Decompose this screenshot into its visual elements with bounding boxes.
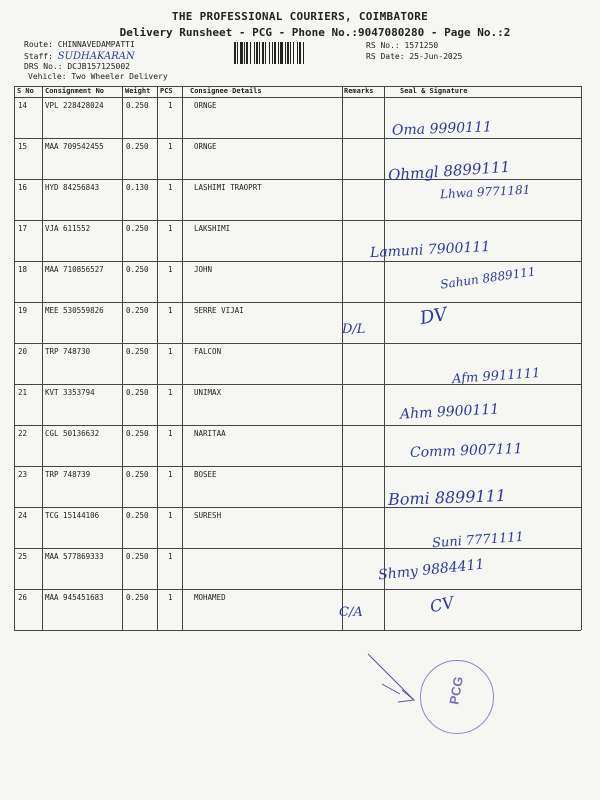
cell-consignment: CGL 50136632 — [45, 429, 100, 438]
cell-consignee: UNIMAX — [194, 388, 222, 397]
cell-pcs: 1 — [168, 183, 173, 192]
col-pcs: PCS — [160, 87, 173, 95]
cell-consignment: VJA 611552 — [45, 224, 91, 233]
cell-consignment: VPL 228428024 — [45, 101, 104, 110]
cell-consignment: MAA 710856527 — [45, 265, 104, 274]
rs-number: RS No.: 1571250 — [366, 41, 439, 50]
signature: Comm 9007111 — [409, 441, 523, 461]
cell-consignment: MAA 709542455 — [45, 142, 104, 151]
cell-consignee: FALCON — [194, 347, 222, 356]
cell-weight: 0.250 — [126, 306, 149, 315]
cell-pcs: 1 — [168, 552, 173, 561]
rs-date: RS Date: 25-Jun-2025 — [366, 52, 463, 61]
barcode-bar — [303, 42, 304, 64]
signature: Suni 7771111 — [431, 529, 525, 552]
signature: Shmy 9884411 — [377, 556, 486, 584]
cell-consignee: SERRE VIJAI — [194, 306, 244, 315]
cell-weight: 0.250 — [126, 388, 149, 397]
cell-consignment: MEE 530559826 — [45, 306, 104, 315]
cell-consignee: LASHIMI TRAOPRT — [194, 183, 262, 192]
cell-pcs: 1 — [168, 265, 173, 274]
cell-weight: 0.250 — [126, 470, 149, 479]
col-consignment: Consignment No — [45, 87, 105, 95]
cell-consignee: MOHAMED — [194, 593, 226, 602]
cell-consignment: HYD 84256843 — [45, 183, 100, 192]
cell-sno: 19 — [18, 306, 28, 315]
table-row — [14, 261, 581, 302]
table-row — [14, 179, 581, 220]
cell-pcs: 1 — [168, 306, 173, 315]
table-row — [14, 302, 581, 343]
signature: CV — [428, 592, 456, 617]
cell-consignment: TCG 15144106 — [45, 511, 100, 520]
cell-pcs: 1 — [168, 511, 173, 520]
cell-pcs: 1 — [168, 429, 173, 438]
col-sno: S No — [17, 87, 34, 95]
table-row — [14, 589, 581, 630]
col-remarks: Remarks — [344, 87, 374, 95]
cell-weight: 0.250 — [126, 224, 149, 233]
cell-consignee: JOHN — [194, 265, 213, 274]
cell-consignee: LAKSHIMI — [194, 224, 231, 233]
table-row — [14, 548, 581, 589]
cell-sno: 23 — [18, 470, 28, 479]
signature: Ahm 9900111 — [399, 401, 500, 423]
table-row — [14, 507, 581, 552]
cell-consignee: NARITAA — [194, 429, 226, 438]
route: Route: CHINNAVEDAMPATTI — [24, 40, 135, 49]
cell-pcs: 1 — [168, 347, 173, 356]
barcode — [234, 42, 364, 64]
cell-pcs: 1 — [168, 142, 173, 151]
cell-weight: 0.250 — [126, 552, 149, 561]
table-row — [14, 97, 581, 138]
table-row — [14, 138, 581, 185]
cell-weight: 0.250 — [126, 265, 149, 274]
cell-sno: 21 — [18, 388, 28, 397]
column-divider — [581, 86, 582, 630]
row-divider — [14, 630, 581, 631]
cell-consignee: ORNGE — [194, 101, 217, 110]
vehicle: Vehicle: Two Wheeler Delivery — [28, 72, 168, 81]
signature: Sahun 8889111 — [439, 264, 537, 292]
runsheet-table — [14, 86, 581, 634]
cell-weight: 0.250 — [126, 142, 149, 151]
cell-weight: 0.250 — [126, 347, 149, 356]
staff-label: Staff: — [24, 52, 53, 61]
signature: DV — [418, 303, 449, 330]
cell-weight: 0.250 — [126, 429, 149, 438]
cell-weight: 0.250 — [126, 511, 149, 520]
staff — [24, 51, 135, 62]
table-row — [14, 343, 581, 388]
table-row — [14, 220, 581, 261]
signature: Oma 9990111 — [391, 119, 493, 139]
cell-consignee: BOSEE — [194, 470, 217, 479]
cell-sno: 18 — [18, 265, 28, 274]
cell-consignee: SURESH — [194, 511, 222, 520]
cell-consignee: ORNGE — [194, 142, 217, 151]
remark-handwritten: C/A — [339, 605, 363, 620]
cell-sno: 20 — [18, 347, 28, 356]
signature: Ohmgl 8899111 — [387, 157, 511, 185]
signature: Bomi 8899111 — [387, 485, 507, 510]
table-row — [14, 384, 581, 425]
remark-handwritten: D/L — [342, 322, 366, 337]
cell-sno: 14 — [18, 101, 28, 110]
cell-sno: 17 — [18, 224, 28, 233]
signature: Afm 9911111 — [451, 365, 541, 388]
cell-pcs: 1 — [168, 101, 173, 110]
cell-consignment: KVT 3353794 — [45, 388, 95, 397]
cell-pcs: 1 — [168, 224, 173, 233]
cell-consignment: MAA 945451683 — [45, 593, 104, 602]
cell-weight: 0.250 — [126, 101, 149, 110]
cell-sno: 22 — [18, 429, 28, 438]
cell-consignment: MAA 577869333 — [45, 552, 104, 561]
cell-sno: 16 — [18, 183, 28, 192]
cell-consignment: TRP 748730 — [45, 347, 91, 356]
cell-pcs: 1 — [168, 388, 173, 397]
col-weight: Weight — [125, 87, 151, 95]
cell-pcs: 1 — [168, 470, 173, 479]
cell-sno: 25 — [18, 552, 28, 561]
cell-sno: 24 — [18, 511, 28, 520]
cell-pcs: 1 — [168, 593, 173, 602]
col-seal: Seal & Signature — [400, 87, 468, 95]
table-row — [14, 425, 581, 466]
cell-consignment: TRP 748739 — [45, 470, 91, 479]
cell-sno: 15 — [18, 142, 28, 151]
runsheet-title: Delivery Runsheet - PCG - Phone No.:9047080280 - Page No.:2 — [119, 26, 511, 39]
table-row — [14, 466, 581, 510]
cell-sno: 26 — [18, 593, 28, 602]
company-title: THE PROFESSIONAL COURIERS, COIMBATORE — [171, 10, 429, 23]
col-consignee: Consignee Details — [190, 87, 262, 95]
stamp-text: PCG — [446, 675, 466, 706]
signature: Lamuni 7900111 — [369, 238, 491, 262]
signature: Lhwa 9771181 — [439, 182, 531, 202]
cell-weight: 0.250 — [126, 593, 149, 602]
table-top-border — [14, 86, 581, 87]
staff-name: SUDHAKARAN — [57, 51, 135, 62]
cell-weight: 0.130 — [126, 183, 149, 192]
drs-number: DRS No.: DCJB157125002 — [24, 62, 130, 71]
